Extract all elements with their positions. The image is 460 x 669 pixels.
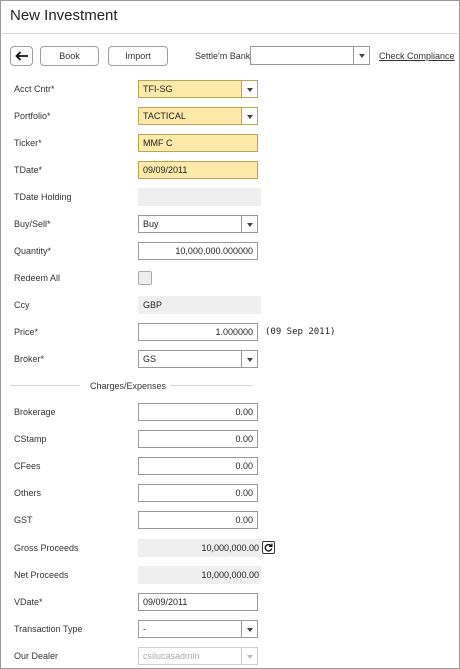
portfolio-label: Portfolio* (14, 111, 51, 121)
transaction-type-value: - (143, 624, 146, 634)
book-button[interactable]: Book (40, 46, 99, 66)
settle-bank-select[interactable] (250, 46, 370, 65)
buy-sell-select[interactable] (138, 215, 258, 233)
section-divider-left (10, 385, 80, 386)
buy-sell-dropdown-toggle[interactable] (241, 216, 257, 232)
broker-value: GS (143, 354, 157, 364)
broker-select[interactable] (138, 350, 258, 368)
transaction-type-label: Transaction Type (14, 624, 83, 634)
vdate-input[interactable]: 09/09/2011 (138, 593, 258, 611)
chevron-down-icon (247, 88, 253, 92)
acct-cntr-dropdown-toggle[interactable] (241, 81, 257, 97)
section-divider-right (170, 385, 252, 386)
ticker-label: Ticker* (14, 138, 42, 148)
page-title: New Investment (10, 7, 118, 24)
ccy-label: Ccy (14, 300, 30, 310)
ccy-value: GBP (138, 296, 261, 314)
refresh-icon (264, 543, 273, 552)
brokerage-input[interactable]: 0.00 (138, 403, 258, 421)
portfolio-select[interactable] (138, 107, 258, 125)
price-input[interactable]: 1.000000 (138, 323, 258, 341)
price-date-note: (09 Sep 2011) (265, 327, 336, 337)
chevron-down-icon (247, 628, 253, 632)
portfolio-value: TACTICAL (143, 111, 186, 121)
settle-bank-dropdown-toggle[interactable] (353, 47, 369, 64)
redeem-all-label: Redeem All (14, 273, 61, 283)
broker-label: Broker* (14, 354, 45, 364)
arrow-left-icon (15, 51, 29, 61)
chevron-down-icon (247, 115, 253, 119)
redeem-all-checkbox[interactable] (138, 271, 152, 285)
back-button[interactable] (10, 46, 33, 66)
check-compliance-link[interactable]: Check Compliance (379, 51, 455, 61)
our-dealer-label: Our Dealer (14, 651, 59, 661)
transaction-type-select[interactable] (138, 620, 258, 638)
gst-input[interactable]: 0.00 (138, 511, 258, 529)
chevron-down-icon (247, 358, 253, 362)
others-input[interactable]: 0.00 (138, 484, 258, 502)
tdate-holding-value (138, 188, 261, 206)
tdate-holding-label: TDate Holding (14, 192, 72, 202)
others-label: Others (14, 488, 42, 498)
quantity-label: Quantity* (14, 246, 52, 256)
tdate-input[interactable]: 09/09/2011 (138, 161, 258, 179)
cfees-input[interactable]: 0.00 (138, 457, 258, 475)
quantity-input[interactable]: 10,000,000.000000 (138, 242, 258, 260)
chevron-down-icon (247, 655, 253, 659)
price-label: Price* (14, 327, 39, 337)
cstamp-input[interactable]: 0.00 (138, 430, 258, 448)
import-button[interactable]: Import (108, 46, 168, 66)
acct-cntr-select[interactable] (138, 80, 258, 98)
transaction-type-dropdown-toggle[interactable] (241, 621, 257, 637)
title-divider (2, 33, 458, 34)
gross-proceeds-value: 10,000,000.00 (138, 539, 261, 557)
net-proceeds-value: 10,000,000.00 (138, 566, 261, 584)
our-dealer-select (138, 647, 258, 665)
gross-proceeds-label: Gross Proceeds (14, 543, 79, 553)
buy-sell-value: Buy (143, 219, 159, 229)
chevron-down-icon (359, 54, 365, 58)
buy-sell-label: Buy/Sell* (14, 219, 51, 229)
ticker-input[interactable]: MMF C (138, 134, 258, 152)
vdate-label: VDate* (14, 597, 43, 607)
brokerage-label: Brokerage (14, 407, 56, 417)
chevron-down-icon (247, 223, 253, 227)
tdate-label: TDate* (14, 165, 43, 175)
our-dealer-value: csilucasadmin (143, 651, 200, 661)
net-proceeds-label: Net Proceeds (14, 570, 69, 580)
cstamp-label: CStamp (14, 434, 47, 444)
our-dealer-dropdown-toggle (241, 648, 257, 664)
portfolio-dropdown-toggle[interactable] (241, 108, 257, 124)
refresh-button[interactable] (262, 541, 275, 554)
acct-cntr-value: TFI-SG (143, 84, 173, 94)
gst-label: GST (14, 515, 33, 525)
broker-dropdown-toggle[interactable] (241, 351, 257, 367)
cfees-label: CFees (14, 461, 41, 471)
settle-bank-label: Settle'm Bank (195, 51, 251, 61)
acct-cntr-label: Acct Cntr* (14, 84, 55, 94)
charges-section-title: Charges/Expenses (90, 381, 167, 391)
